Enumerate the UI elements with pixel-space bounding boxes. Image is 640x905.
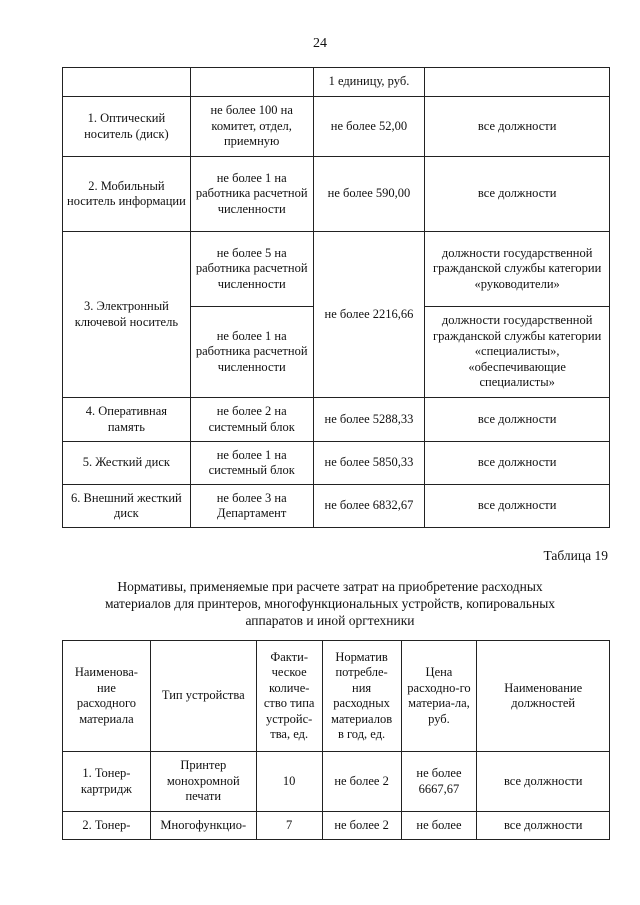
header-cell: Норматив потребле-ния расходных материалов в год, ед. bbox=[322, 641, 401, 752]
page-number: 24 bbox=[313, 36, 327, 51]
table-row bbox=[63, 97, 610, 157]
item-price: не более 5850,33 bbox=[313, 442, 425, 485]
item-positions: должности государственной гражданской службы категории «специалисты», «обеспечивающие специалисты» bbox=[425, 307, 610, 398]
header-cell: Наименование должностей bbox=[477, 641, 610, 752]
table-header-row bbox=[63, 68, 610, 97]
header-cell: Цена расходно-го материа-ла, руб. bbox=[401, 641, 477, 752]
item-positions: все должности bbox=[425, 485, 610, 528]
table-cell: Многофункцио- bbox=[150, 812, 256, 840]
header-cell: Факти-ческое количе-ство типа устройс-тва, ед. bbox=[256, 641, 322, 752]
item-price: не более 6832,67 bbox=[313, 485, 425, 528]
item-name: 4. Оперативная память bbox=[63, 398, 191, 442]
item-quantity: не более 100 на комитет, отдел, приемную bbox=[190, 97, 313, 157]
item-price: не более 590,00 bbox=[313, 157, 425, 232]
item-quantity: не более 1 на работника расчетной численности bbox=[190, 307, 313, 398]
item-positions: все должности bbox=[425, 97, 610, 157]
header-cell: Тип устройства bbox=[150, 641, 256, 752]
item-positions: все должности bbox=[425, 442, 610, 485]
table-cell: все должности bbox=[477, 752, 610, 812]
item-name: 2. Мобильный носитель информации bbox=[63, 157, 191, 232]
table-row bbox=[63, 812, 610, 840]
item-quantity: не более 5 на работника расчетной численности bbox=[190, 232, 313, 307]
table-row bbox=[63, 442, 610, 485]
header-cell bbox=[425, 68, 610, 97]
item-quantity: не более 1 на системный блок bbox=[190, 442, 313, 485]
table-cell: 10 bbox=[256, 752, 322, 812]
header-cell bbox=[63, 68, 191, 97]
item-positions: все должности bbox=[425, 157, 610, 232]
table-number-label: Таблица 19 bbox=[543, 548, 608, 563]
header-cell: Наименова-ние расходного материала bbox=[63, 641, 151, 752]
table-row bbox=[63, 157, 610, 232]
table-cell: все должности bbox=[477, 812, 610, 840]
table-row bbox=[63, 485, 610, 528]
table-cell: не более 2 bbox=[322, 752, 401, 812]
item-price: не более 5288,33 bbox=[313, 398, 425, 442]
item-positions: должности государственной гражданской службы категории «руководители» bbox=[425, 232, 610, 307]
table-cell: 1. Тонер-картридж bbox=[63, 752, 151, 812]
item-quantity: не более 1 на работника расчетной численности bbox=[190, 157, 313, 232]
item-name: 3. Электронный ключевой носитель bbox=[63, 232, 191, 398]
table-19 bbox=[62, 640, 610, 840]
table-cell: не более 6667,67 bbox=[401, 752, 477, 812]
header-cell bbox=[190, 68, 313, 97]
item-price: не более 52,00 bbox=[313, 97, 425, 157]
table-18-continued bbox=[62, 67, 610, 528]
item-name: 5. Жесткий диск bbox=[63, 442, 191, 485]
table-cell: не более bbox=[401, 812, 477, 840]
table-row bbox=[63, 398, 610, 442]
item-quantity: не более 2 на системный блок bbox=[190, 398, 313, 442]
table-header-row bbox=[63, 641, 610, 752]
item-name: 6. Внешний жесткий диск bbox=[63, 485, 191, 528]
table-cell: 2. Тонер- bbox=[63, 812, 151, 840]
table-row bbox=[63, 752, 610, 812]
table-row bbox=[63, 232, 610, 307]
table-cell: 7 bbox=[256, 812, 322, 840]
item-quantity: не более 3 на Департамент bbox=[190, 485, 313, 528]
item-name: 1. Оптический носитель (диск) bbox=[63, 97, 191, 157]
table-cell: не более 2 bbox=[322, 812, 401, 840]
table-cell: Принтер монохромной печати bbox=[150, 752, 256, 812]
header-cell: 1 единицу, руб. bbox=[313, 68, 425, 97]
item-positions: все должности bbox=[425, 398, 610, 442]
item-price: не более 2216,66 bbox=[313, 232, 425, 398]
table-title: Нормативы, применяемые при расчете затрат на приобретение расходных материалов для принтеров, многофункциональных устройств, копировальных аппаратов и иной оргтехники bbox=[104, 579, 556, 628]
